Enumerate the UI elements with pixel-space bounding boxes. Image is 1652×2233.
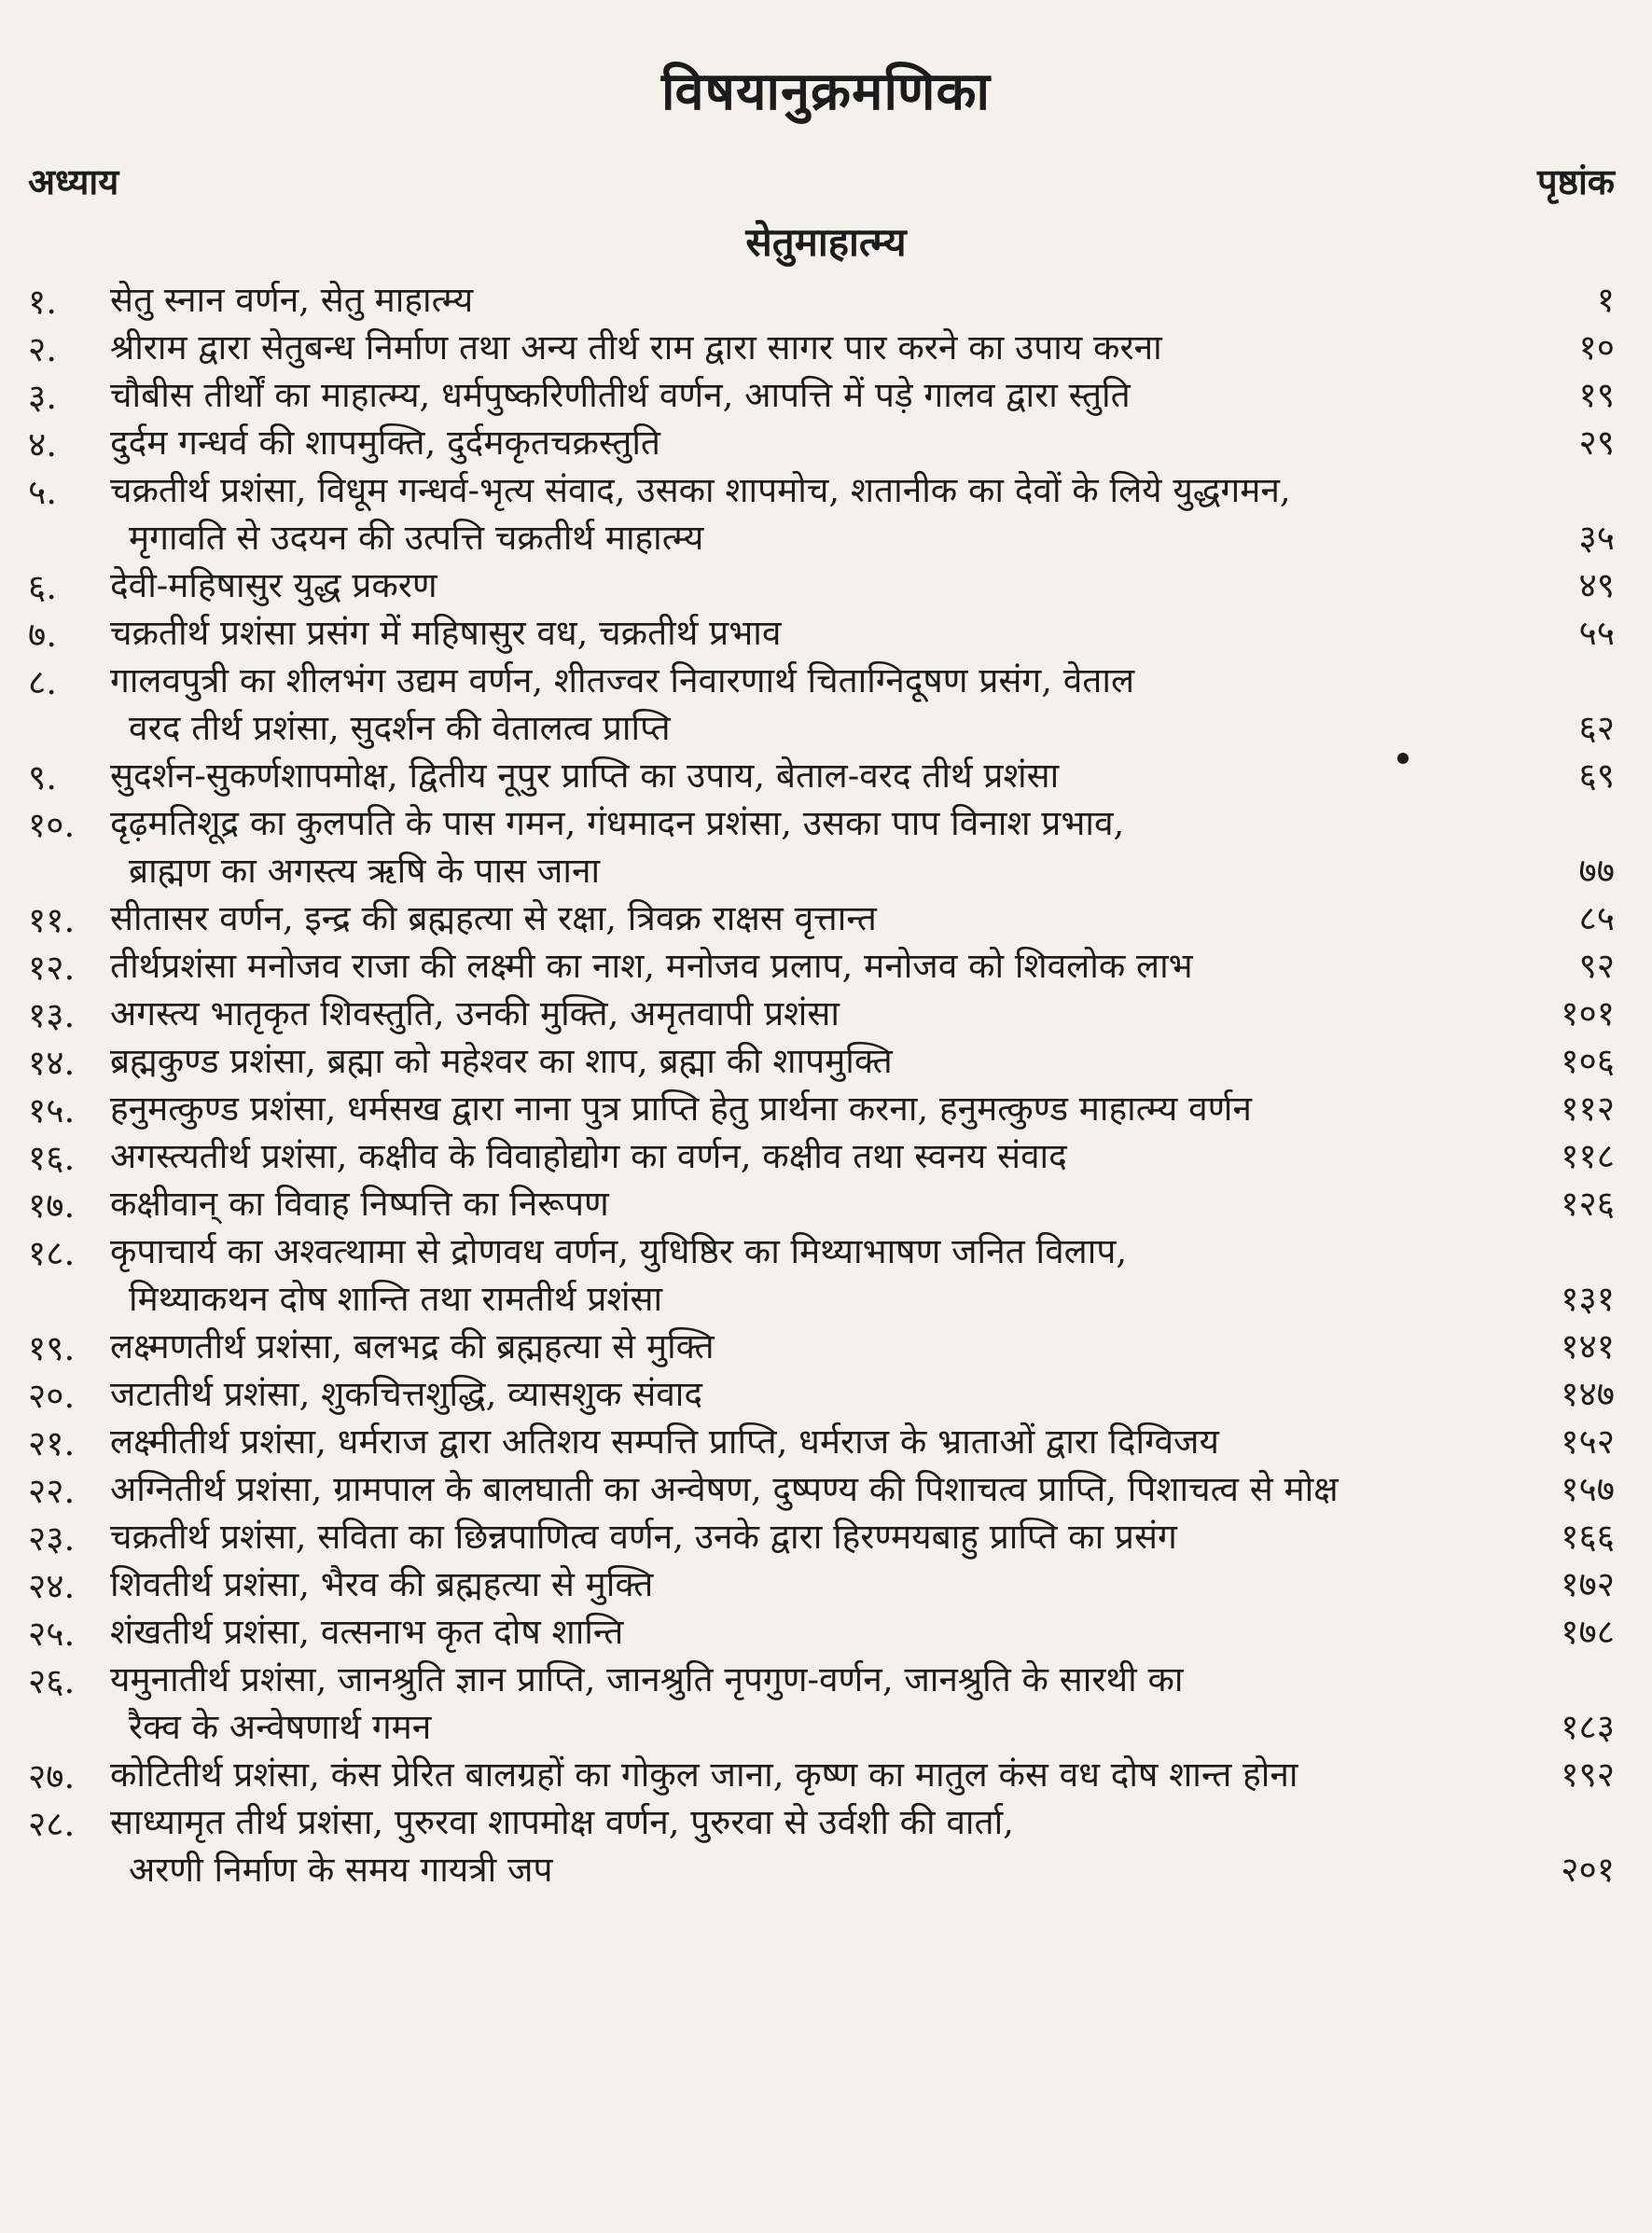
entry-body <box>110 1037 1652 1085</box>
page-number: २०१ <box>1561 1850 1615 1890</box>
chapter-title: कक्षीवान् का विवाह निष्पत्ति का निरूपण <box>110 1184 609 1224</box>
entry-body <box>110 1323 1652 1370</box>
entry-body <box>110 1656 1652 1751</box>
chapter-number: १२. <box>28 948 76 988</box>
entry-line <box>110 1132 1652 1180</box>
entry-body <box>110 324 1652 371</box>
chapter-title: चक्रतीर्थ प्रशंसा, विधूम गन्धर्व-भृत्य संवाद, उसका शापमोच, शतानीक का देवों के लिये युद्धगमन, <box>110 470 1291 510</box>
entry-line <box>110 514 1652 562</box>
chapter-number: १४. <box>28 1043 76 1083</box>
entry-body <box>110 1465 1652 1513</box>
toc-entry <box>0 1465 1652 1513</box>
entry-line <box>110 657 1652 704</box>
toc-entry <box>0 324 1652 371</box>
chapter-number: २५. <box>28 1614 76 1654</box>
page-number: १५२ <box>1561 1422 1615 1462</box>
page-number: १ <box>1596 280 1615 320</box>
chapter-title: ब्राह्मण का अगस्त्य ऋषि के पास जाना <box>129 851 601 891</box>
entry-line <box>110 1846 1652 1893</box>
toc-entry <box>0 276 1652 324</box>
section-heading: सेतुमाहात्म्य <box>745 219 907 265</box>
chapter-title: लक्ष्मणतीर्थ प्रशंसा, बलभद्र की ब्रह्महत्या से मुक्ति <box>110 1326 715 1366</box>
chapter-title: कृपाचार्य का अश्वत्थामा से द्रोणवध वर्णन, युधिष्ठिर का मिथ्याभाषण जनित विलाप, <box>110 1231 1128 1271</box>
entry-line <box>110 1608 1652 1656</box>
entry-body <box>110 276 1652 324</box>
toc-entry <box>0 1418 1652 1465</box>
entry-body <box>110 1418 1652 1465</box>
entry-line <box>110 895 1652 942</box>
page-number: ५५ <box>1578 613 1615 653</box>
chapter-title: देवी-महिषासुर युद्ध प्रकरण <box>110 565 437 605</box>
entry-body <box>110 799 1652 895</box>
entry-line <box>110 1323 1652 1370</box>
toc-entry <box>0 1751 1652 1798</box>
page-number: १०१ <box>1561 993 1615 1033</box>
page-number: ११२ <box>1561 1089 1615 1129</box>
chapter-number: ११. <box>28 900 76 940</box>
toc-entry <box>0 1656 1652 1751</box>
entry-body <box>110 1751 1652 1798</box>
page-number-spacer <box>1510 657 1652 704</box>
entry-line <box>110 942 1652 990</box>
entry-body <box>110 1180 1652 1227</box>
page-number: १९ <box>1578 375 1615 415</box>
entry-line <box>110 704 1652 752</box>
entry-line <box>110 1513 1652 1560</box>
page-number: १४७ <box>1561 1374 1615 1414</box>
page-column-header: पृष्ठांक <box>1537 160 1615 202</box>
chapter-title: जटातीर्थ प्रशंसा, शुकचित्तशुद्धि, व्यासशुक संवाद <box>110 1374 703 1414</box>
page-number: १४१ <box>1561 1326 1615 1366</box>
chapter-number: १९. <box>28 1328 76 1368</box>
entry-line <box>110 1275 1652 1323</box>
entry-body <box>110 371 1652 419</box>
page-number: १०६ <box>1561 1041 1615 1081</box>
chapter-title: दुर्दम गन्धर्व की शापमुक्ति, दुर्दमकृतचक्रस्तुति <box>110 423 661 463</box>
chapter-number: १८. <box>28 1233 76 1273</box>
entry-line <box>110 419 1652 466</box>
toc-entry <box>0 1132 1652 1180</box>
page-number: १७२ <box>1561 1564 1615 1604</box>
chapter-number: २०. <box>28 1376 76 1416</box>
entry-line <box>110 276 1652 324</box>
page-number: ४९ <box>1578 565 1615 605</box>
chapter-number: १६. <box>28 1138 76 1178</box>
chapter-number: ६. <box>28 567 58 607</box>
entry-body <box>110 466 1652 562</box>
toc-entry <box>0 1323 1652 1370</box>
entry-line <box>110 752 1652 799</box>
page-number: ९२ <box>1578 946 1615 986</box>
page-number: २९ <box>1578 423 1615 463</box>
chapter-title: हनुमत्कुण्ड प्रशंसा, धर्मसख द्वारा नाना पुत्र प्राप्ति हेतु प्रार्थना करना, हनुमत्कुण्ड माहात्म्य वर्णन <box>110 1089 1252 1129</box>
toc-entry <box>0 657 1652 752</box>
page-number: ३५ <box>1578 518 1615 558</box>
toc-entry <box>0 1227 1652 1323</box>
entry-body <box>110 562 1652 609</box>
chapter-title: वरद तीर्थ प्रशंसा, सुदर्शन की वेतालत्व प्राप्ति <box>129 708 671 748</box>
chapter-title: सुदर्शन-सुकर्णशापमोक्ष, द्वितीय नूपुर प्राप्ति का उपाय, बेताल-वरद तीर्थ प्रशंसा <box>110 756 1060 796</box>
entry-body <box>110 1132 1652 1180</box>
chapter-title: गालवपुत्री का शीलभंग उद्यम वर्णन, शीतज्वर निवारणार्थ चिताग्निदूषण प्रसंग, वेताल <box>110 660 1135 700</box>
chapter-number: २४. <box>28 1566 76 1606</box>
entry-line <box>110 1370 1652 1418</box>
entry-body <box>110 1370 1652 1418</box>
chapter-number: १०. <box>28 805 76 845</box>
chapter-number: ९. <box>28 757 58 798</box>
chapter-number: ४. <box>28 424 58 465</box>
entry-line <box>110 990 1652 1037</box>
chapter-title: अग्नितीर्थ प्रशंसा, ग्रामपाल के बालघाती का अन्वेषण, दुष्पण्य की पिशाचत्व प्राप्ति, पिशाचत्व से मोक्ष <box>110 1469 1339 1509</box>
entry-body <box>110 1560 1652 1608</box>
toc-entry <box>0 419 1652 466</box>
chapter-title: साध्यामृत तीर्थ प्रशंसा, पुरुरवा शापमोक्ष वर्णन, पुरुरवा से उर्वशी की वार्ता, <box>110 1802 1014 1842</box>
chapter-title: चक्रतीर्थ प्रशंसा प्रसंग में महिषासुर वध, चक्रतीर्थ प्रभाव <box>110 613 782 653</box>
chapter-title: सेतु स्नान वर्णन, सेतु माहात्म्य <box>110 280 474 320</box>
entry-line <box>110 799 1652 847</box>
chapter-title: शंखतीर्थ प्रशंसा, वत्सनाभ कृत दोष शान्ति <box>110 1612 624 1652</box>
page-number: १३१ <box>1561 1279 1615 1319</box>
page-number: १६६ <box>1561 1517 1615 1557</box>
chapter-number: १५. <box>28 1090 76 1130</box>
page-number: १५७ <box>1561 1469 1615 1509</box>
chapter-number: २२. <box>28 1471 76 1511</box>
entry-line <box>110 324 1652 371</box>
toc-entry <box>0 990 1652 1037</box>
toc-entry <box>0 895 1652 942</box>
page-number-spacer <box>1510 466 1652 514</box>
page-number-spacer <box>1510 1227 1652 1275</box>
page-number-spacer <box>1510 799 1652 847</box>
entry-line <box>110 1085 1652 1132</box>
entry-body <box>110 752 1652 799</box>
page-number: ६२ <box>1578 708 1615 748</box>
page-number: १७८ <box>1561 1612 1615 1652</box>
toc-list <box>0 276 1652 1893</box>
page-number: ६९ <box>1578 756 1615 796</box>
chapter-number: २८. <box>28 1804 76 1844</box>
page-number: ८५ <box>1578 898 1615 938</box>
page-title: विषयानुक्रमणिका <box>660 61 992 122</box>
chapter-number: ५. <box>28 472 58 512</box>
ink-dot <box>1397 753 1409 764</box>
entry-line <box>110 1560 1652 1608</box>
page-number: १९२ <box>1561 1754 1615 1795</box>
entry-line <box>110 1180 1652 1227</box>
chapter-number: २. <box>28 329 58 369</box>
page-number-spacer <box>1510 1656 1652 1703</box>
toc-entry <box>0 1370 1652 1418</box>
entry-line <box>110 1418 1652 1465</box>
toc-entry <box>0 1560 1652 1608</box>
toc-entry <box>0 1037 1652 1085</box>
chapter-number: २७. <box>28 1756 76 1796</box>
chapter-title: मृगावति से उदयन की उत्पत्ति चक्रतीर्थ माहात्म्य <box>129 518 704 558</box>
chapter-number: १. <box>28 282 58 322</box>
chapter-title: शिवतीर्थ प्रशंसा, भैरव की ब्रह्महत्या से मुक्ति <box>110 1564 654 1604</box>
page-number-spacer <box>1510 1798 1652 1846</box>
chapter-column-header: अध्याय <box>28 160 119 202</box>
toc-entry <box>0 466 1652 562</box>
entry-line <box>110 1703 1652 1751</box>
chapter-number: ८. <box>28 662 58 702</box>
chapter-number: ७. <box>28 615 58 655</box>
entry-body <box>110 990 1652 1037</box>
chapter-title: यमुनातीर्थ प्रशंसा, जानश्रुति ज्ञान प्राप्ति, जानश्रुति नृपगुण-वर्णन, जानश्रुति के सारथी का <box>110 1659 1184 1699</box>
toc-entry <box>0 942 1652 990</box>
entry-line <box>110 562 1652 609</box>
page-number: १० <box>1578 327 1615 368</box>
chapter-number: १७. <box>28 1186 76 1226</box>
entry-body <box>110 942 1652 990</box>
chapter-title: अगस्त्य भातृकृत शिवस्तुति, उनकी मुक्ति, अमृतवापी प्रशंसा <box>110 993 840 1033</box>
chapter-title: दृढ़मतिशूद्र का कुलपति के पास गमन, गंधमादन प्रशंसा, उसका पाप विनाश प्रभाव, <box>110 803 1125 843</box>
page-number: १८३ <box>1561 1707 1615 1747</box>
page-number: ११८ <box>1561 1136 1615 1176</box>
toc-entry <box>0 562 1652 609</box>
toc-entry <box>0 1180 1652 1227</box>
toc-entry <box>0 371 1652 419</box>
chapter-number: २१. <box>28 1423 76 1463</box>
toc-entry <box>0 1085 1652 1132</box>
entry-line <box>110 1037 1652 1085</box>
entry-body <box>110 1513 1652 1560</box>
chapter-title: कोटितीर्थ प्रशंसा, कंस प्रेरित बालग्रहों का गोकुल जाना, कृष्ण का मातुल कंस वध दोष शान्त होना <box>110 1754 1298 1795</box>
entry-body <box>110 419 1652 466</box>
chapter-title: ब्रह्मकुण्ड प्रशंसा, ब्रह्मा को महेश्वर का शाप, ब्रह्मा की शापमुक्ति <box>110 1041 893 1081</box>
entry-line <box>110 1227 1652 1275</box>
entry-line <box>110 1751 1652 1798</box>
entry-line <box>110 847 1652 895</box>
entry-line <box>110 609 1652 657</box>
entry-body <box>110 1608 1652 1656</box>
chapter-title: श्रीराम द्वारा सेतुबन्ध निर्माण तथा अन्य तीर्थ राम द्वारा सागर पार करने का उपाय करना <box>110 327 1162 368</box>
toc-entry <box>0 1798 1652 1893</box>
chapter-title: सीतासर वर्णन, इन्द्र की ब्रह्महत्या से रक्षा, त्रिवक्र राक्षस वृत्तान्त <box>110 898 877 938</box>
toc-entry <box>0 1608 1652 1656</box>
entry-line <box>110 1656 1652 1703</box>
entry-body <box>110 1227 1652 1323</box>
page-number: ७७ <box>1578 851 1615 891</box>
entry-body <box>110 1798 1652 1893</box>
toc-entry <box>0 609 1652 657</box>
entry-body <box>110 895 1652 942</box>
entry-line <box>110 1465 1652 1513</box>
chapter-number: २३. <box>28 1519 76 1559</box>
chapter-number: १३. <box>28 995 76 1035</box>
entry-body <box>110 609 1652 657</box>
entry-body <box>110 1085 1652 1132</box>
chapter-title: अरणी निर्माण के समय गायत्री जप <box>129 1850 553 1890</box>
entry-line <box>110 466 1652 514</box>
chapter-title: अगस्त्यतीर्थ प्रशंसा, कक्षीव के विवाहोद्योग का वर्णन, कक्षीव तथा स्वनय संवाद <box>110 1136 1067 1176</box>
entry-body <box>110 657 1652 752</box>
toc-entry <box>0 799 1652 895</box>
chapter-number: २६. <box>28 1661 76 1701</box>
chapter-title: रैक्व के अन्वेषणार्थ गमन <box>129 1707 432 1747</box>
chapter-title: तीर्थप्रशंसा मनोजव राजा की लक्ष्मी का नाश, मनोजव प्रलाप, मनोजव को शिवलोक लाभ <box>110 946 1193 986</box>
page-number: १२६ <box>1561 1184 1615 1224</box>
entry-line <box>110 371 1652 419</box>
toc-entry <box>0 1513 1652 1560</box>
chapter-title: मिथ्याकथन दोष शान्ति तथा रामतीर्थ प्रशंसा <box>129 1279 663 1319</box>
chapter-title: लक्ष्मीतीर्थ प्रशंसा, धर्मराज द्वारा अतिशय सम्पत्ति प्राप्ति, धर्मराज के भ्राताओं द्वारा दिग्विजय <box>110 1422 1219 1462</box>
chapter-number: ३. <box>28 377 58 417</box>
chapter-title: चौबीस तीर्थों का माहात्म्य, धर्मपुष्करिणीतीर्थ वर्णन, आपत्ति में पड़े गालव द्वारा स्तुति <box>110 375 1131 415</box>
entry-line <box>110 1798 1652 1846</box>
chapter-title: चक्रतीर्थ प्रशंसा, सविता का छिन्नपाणित्व वर्णन, उनके द्वारा हिरण्मयबाहु प्राप्ति का प्रसंग <box>110 1517 1177 1557</box>
